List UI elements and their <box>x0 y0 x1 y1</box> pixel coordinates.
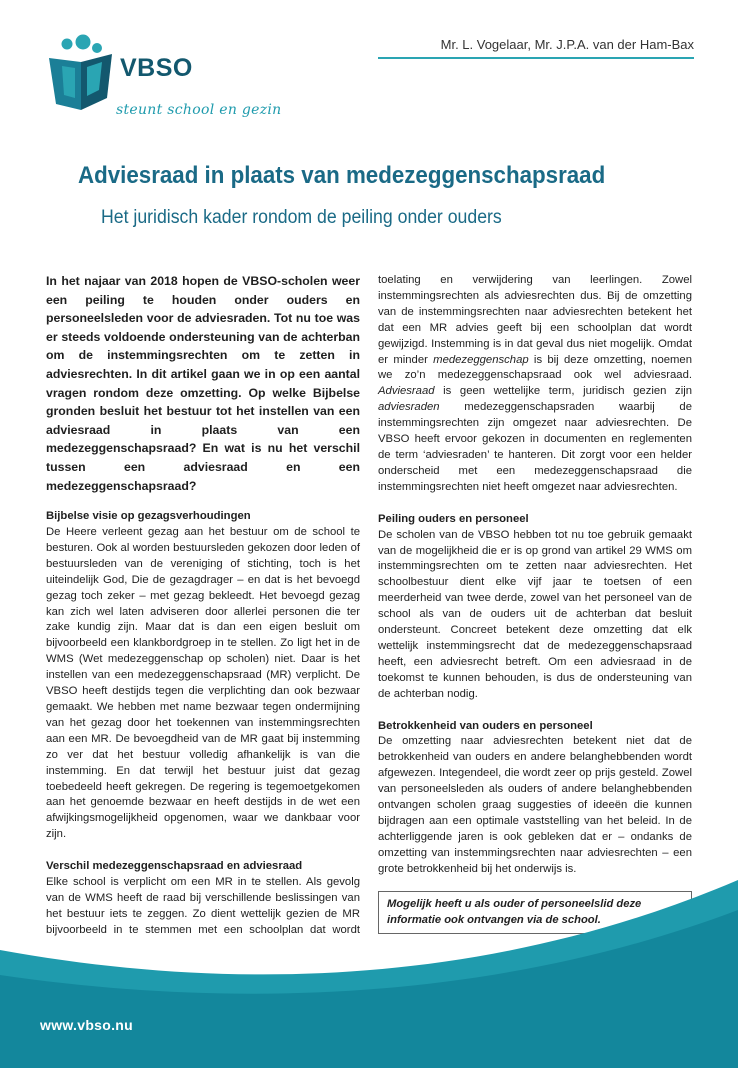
section-heading: Verschil medezeggenschapsraad en adviesraad <box>46 860 303 873</box>
text-fragment: is geen wettelijke term, juridisch gezien zijn <box>434 385 692 398</box>
section-heading: Bijbelse visie op gezagsverhoudingen <box>46 510 251 523</box>
right-column <box>378 273 692 878</box>
author-divider <box>378 57 694 59</box>
vbso-logo <box>44 32 314 128</box>
authors: Mr. L. Vogelaar, Mr. J.P.A. van der Ham-Bax <box>440 37 694 52</box>
info-note-box: Mogelijk heeft u als ouder of personeelslid deze informatie ook ontvangen via de school. <box>378 891 692 934</box>
logo-wordmark: VBSO <box>120 54 193 82</box>
text-fragment: medezeggenschapsraden waarbij de instemmingsrechten zijn omgezet naar adviesrechten. De VBSO heeft ervoor gekozen in documenten en reglementen de term ‘adviesraden’ te hanteren. Dit zorgt voor een helder onderscheid met een medezeggenschapsraad die instemmingsrechten niet heeft omgezet naar adviesrechten. <box>378 401 692 493</box>
section-heading: Betrokkenheid van ouders en personeel <box>378 719 593 732</box>
logo-tagline: steunt school en gezin <box>116 102 282 118</box>
left-column <box>46 272 360 939</box>
footer-wave <box>0 880 738 1068</box>
page-subtitle: Het juridisch kader rondom de peiling onder ouders <box>101 207 502 228</box>
section-body-continued: toelating en verwijdering van leerlingen. Zowel instemmingsrechten als adviesrechten dus. Bij de omzetting van de instemmingsrechten naar adviesrechten betekent het dat een MR advies geeft bij een schoolplan dat wordt gewijzigd. Instemming is in dat geval dus niet mogelijk. Omdat er minder medezeggenschap is bij deze omzetting, noemen we zo’n medezeggenschapsraad ook wel adviesraad. Adviesraad is geen wettelijke term, juridisch gezien zijn adviesraden medezeggenschapsraden waarbij de instemmingsrechten zijn omgezet naar adviesrechten. De VBSO heeft ervoor gekozen in documenten en reglementen de term ‘adviesraden’ te hanteren. Dit zorgt voor een helder onderscheid met een medezeggenschapsraad die instemmingsrechten niet heeft omgezet naar adviesrechten. <box>378 274 693 493</box>
emphasis: Adviesraad <box>378 385 435 398</box>
section-body-start: Elke school is verplicht om een MR in te stellen. Als gevolg van de WMS heeft de raad bij verschillende beslissingen van het bestuur iets te zeggen. Zo dient wettelijk gezien de MR bijvoorbeeld in te stemmen met een schoolplan dat wordt <box>46 876 360 936</box>
website-link[interactable]: www.vbso.nu <box>40 1017 134 1033</box>
section-heading: Peiling ouders en personeel <box>378 512 529 525</box>
emphasis: medezeggenschap <box>433 353 529 366</box>
section-body: De scholen van de VBSO hebben tot nu toe gebruik gemaakt van de mogelijkheid die er is op grond van artikel 29 WMS om instemmingsrechten om te zetten naar adviesrechten. Het schoolbestuur dient elke vijf jaar te toetsen of een meerderheid van twee derde, zowel van het personeel van de school als van de ouders uit de achterban dat besluit ondersteunt. Concreet betekent deze omzetting dat elk wettelijk instemmingsrecht dat de medezeggenschapsraad heeft, een adviesrecht betreft. Om een adviesraad in de toekomst te kunnen behouden, is dus de ondersteuning van de achterban nodig. <box>378 528 692 700</box>
intro-paragraph: In het najaar van 2018 hopen de VBSO-scholen weer een peiling te houden onder ouders en personeelsleden voor de adviesraden. Tot nu toe was er steeds voldoende ondersteuning van de achterban om de instemmingsrechten om te zetten in adviesrechten. In dit artikel gaan we in op een aantal vragen rondom deze omzetting. Op welke Bijbelse gronden besluit het bestuur tot het instellen van een adviesraad in plaats van een medezeggenschapsraad? En wat is nu het verschil tussen een adviesraad en een medezeggenschapsraad? <box>46 274 360 493</box>
section-body: De Heere verleent gezag aan het bestuur om de school te besturen. Ook al worden bestuursleden gekozen door leden of bestuursleden van de vereniging of stichting, toch is het uiteindelijk God, Die de gezagdrager – en dat is het bevoegd gezag toch zeker – met gezag bekleedt. Het bevoegd gezag kan zich wel laten adviseren door allerlei personen die ter zake kundig zijn. Maar dat is dan een eigen besluit om bijvoorbeeld een klankbordgroep in te stellen. Zo ligt het in de WMS (Wet medezeggenschap op scholen) niet. Daar is het instellen van een medezeggenschapsraad (MR) verplicht. De VBSO heeft destijds tegen die verplichting dan ook bezwaar gemaakt. We hebben met name bezwaar tegen ondermijning van het gezag door het toekennen van instemmingsrechten aan een MR. De bevoegdheid van de MR gaat bij instemming zo ver dat het bestuur volledig afhankelijk is van die instemming. En dat terwijl het bestuur juist dat gezag toebedeeld heeft gekregen. De regering is tegemoetgekomen aan het genoemde bezwaar en heeft destijds in de wet een afwijkingsmogelijkheid opgenomen, waar we dankbaar voor zijn. <box>46 526 360 841</box>
text-fragment: is bij deze omzetting, noemen we zo’n medezeggenschapsraad ook wel adviesraad. <box>378 353 693 382</box>
vbso-logo-icon <box>44 32 124 112</box>
emphasis: adviesraden <box>378 401 440 414</box>
section-body: De omzetting naar adviesrechten betekent niet dat de betrokkenheid van ouders en andere belanghebbenden wordt afgewezen. Integendeel, die wordt zeer op prijs gesteld. Zowel van personeelsleden als ouders of andere belanghebbenden ontvangen scholen graag suggesties of ideeën die kunnen bijdragen aan een optimale vaststelling van het beleid. In de achterliggende jaren is ook gebleken dat er – ondanks de omzetting van instemmingsrechten naar adviesrechten – een grote betrokkenheid bij het onderwijs is. <box>378 735 692 875</box>
page-title: Adviesraad in plaats van medezeggenschapsraad <box>78 162 606 189</box>
